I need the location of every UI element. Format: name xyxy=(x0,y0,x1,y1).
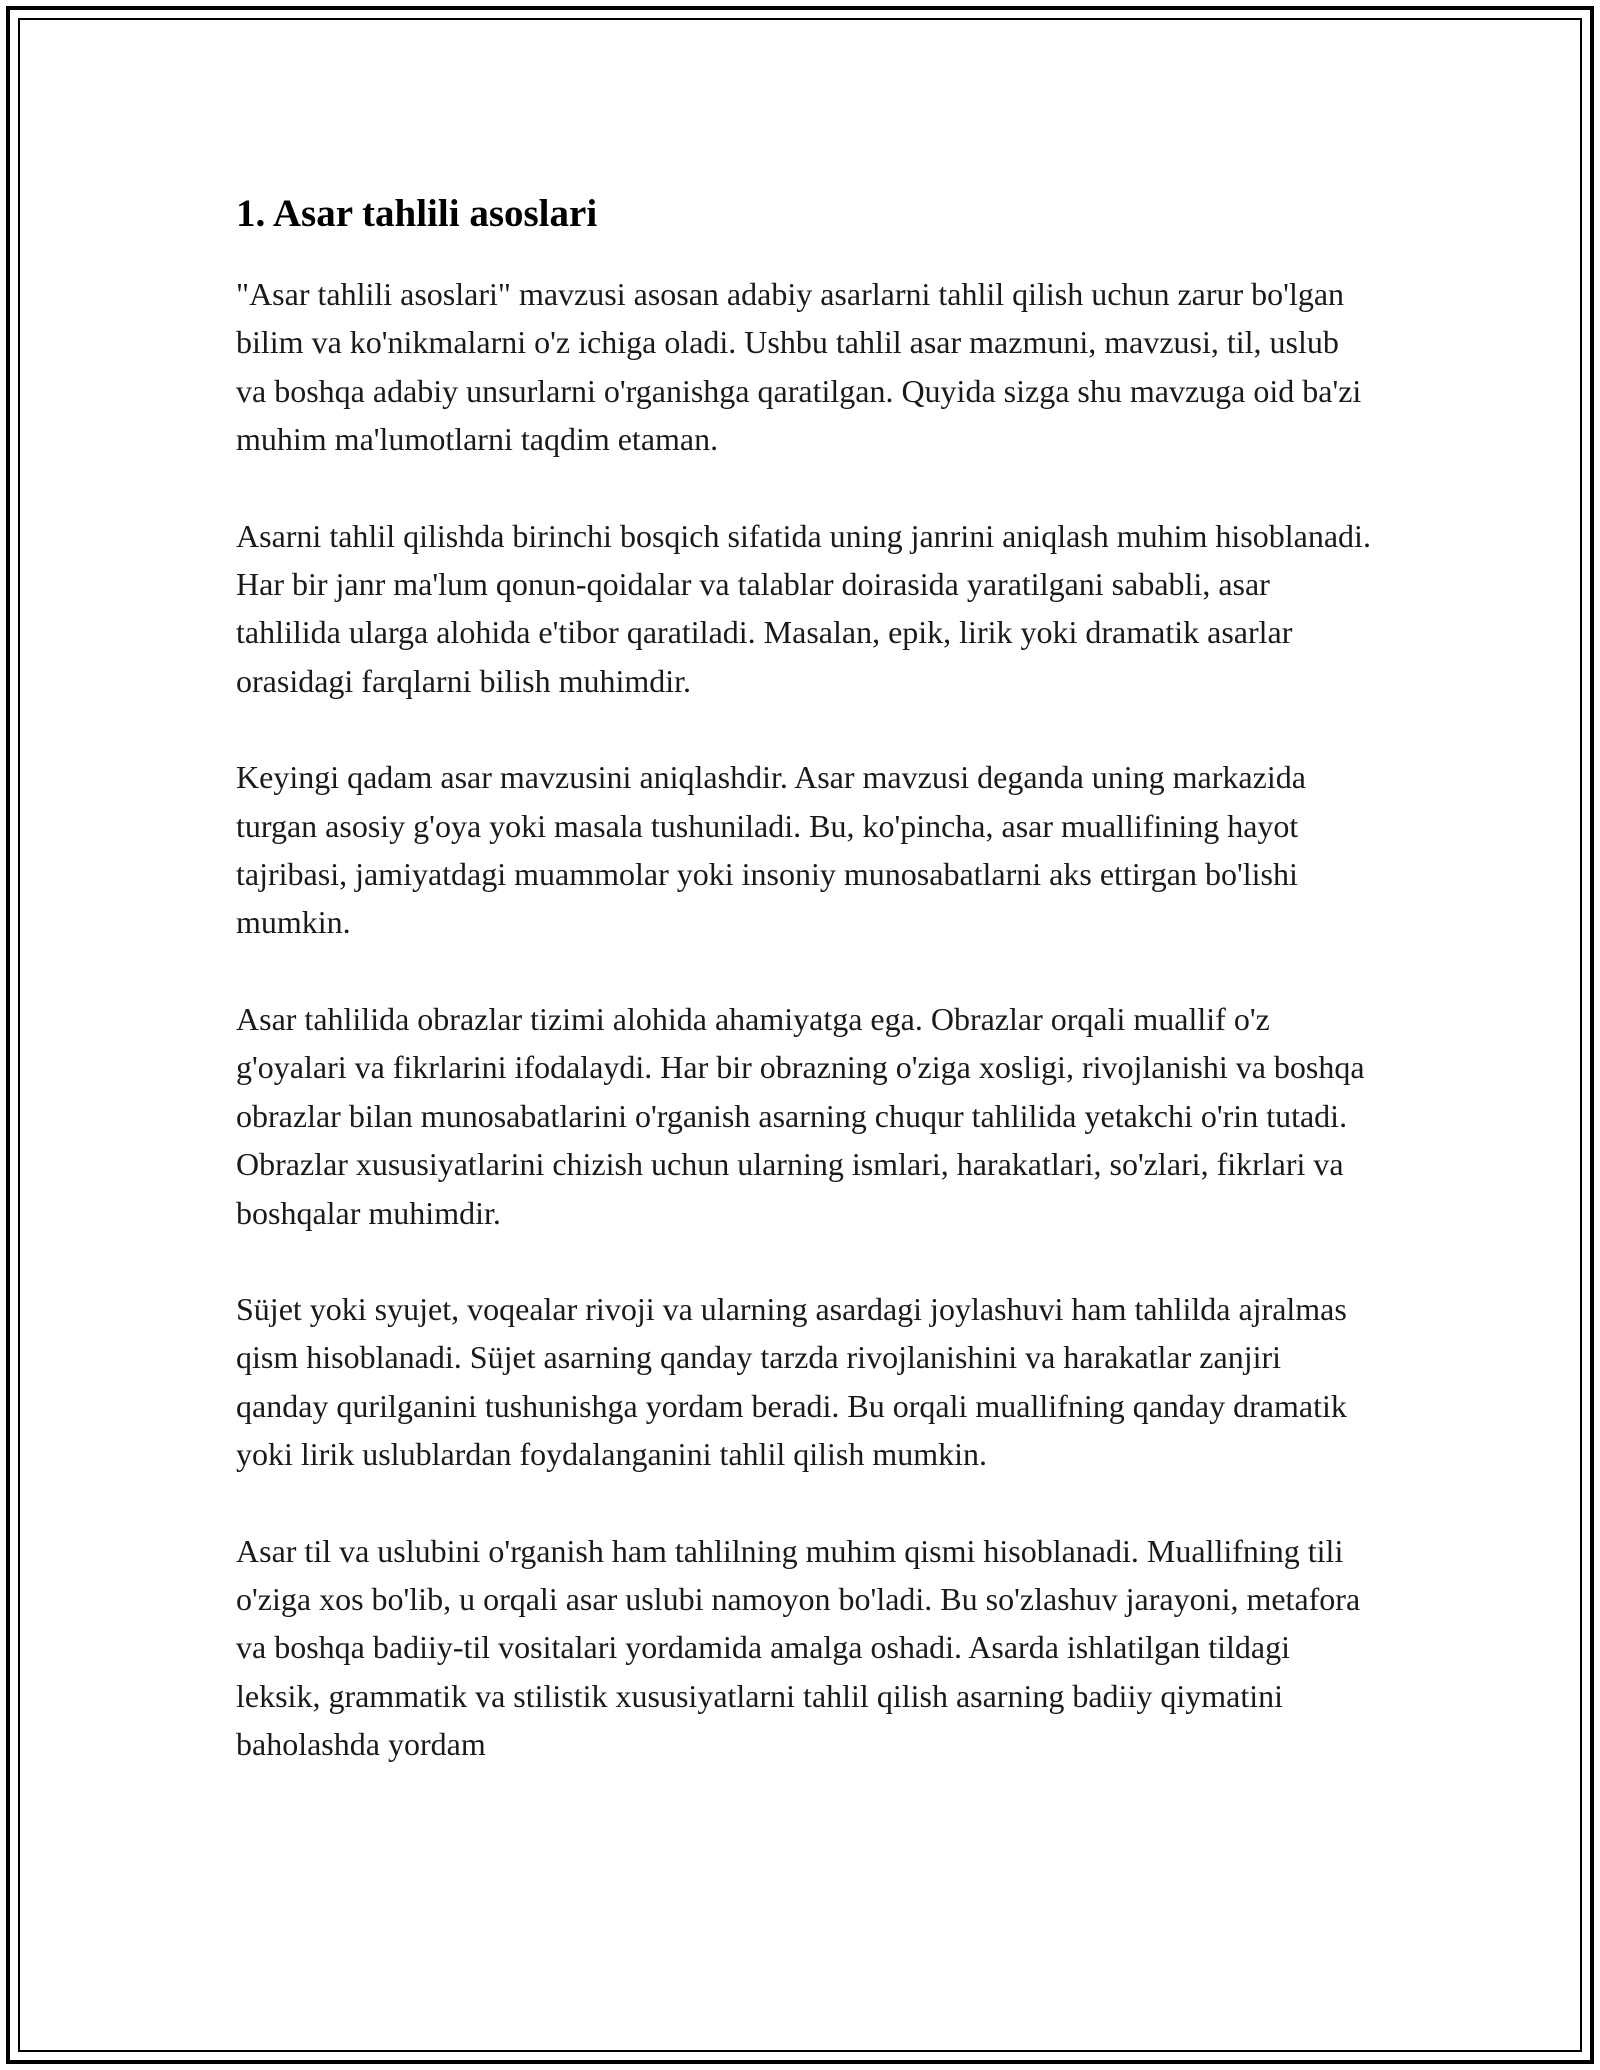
paragraph-intro: "Asar tahlili asoslari" mavzusi asosan adabiy asarlarni tahlil qilish uchun zarur bo'lgan bilim va ko'nikmalarni o'z ichiga oladi. Ushbu tahlil asar mazmuni, mavzusi, til, uslub va boshqa adabiy unsurlarni o'rganishga qaratilgan. Quyida sizga shu mavzuga oid ba'zi muhim ma'lumotlarni taqdim etaman. xyxy=(236,276,1362,458)
section-heading: 1. Asar tahlili asoslari xyxy=(236,192,598,235)
paragraph-characters: Asar tahlilida obrazlar tizimi alohida ahamiyatga ega. Obrazlar orqali muallif o'z g'oyalari va fikrlarini ifodalaydi. Har bir obrazning o'ziga xosligi, rivojlanishi va boshqa obrazlar bilan munosabatlarini o'rganish asarning chuqur tahlilida yetakchi o'rin tutadi. Obrazlar xususiyatlarini chizish uchun ularning ismlari, harakatlari, so'zlari, fikrlari va boshqalar muhimdir. xyxy=(236,1000,1365,1231)
paragraph-genre: Asarni tahlil qilishda birinchi bosqich sifatida uning janrini aniqlash muhim hisoblanadi. Har bir janr ma'lum qonun-qoidalar va talablar doirasida yaratilgani sababli, asar tahlilida ularga alohida e'tibor qaratiladi. Masalan, epik, lirik yoki dramatik asarlar orasidagi farqlarni bilish muhimdir. xyxy=(236,517,1371,699)
paragraph-theme: Keyingi qadam asar mavzusini aniqlashdir. Asar mavzusi deganda uning markazida turgan asosiy g'oya yoki masala tushuniladi. Bu, ko'pincha, asar muallifining hayot tajribasi, jamiyatdagi muammolar yoki insoniy munosabatlarni aks ettirgan bo'lishi mumkin. xyxy=(236,759,1306,941)
paragraph-plot: Süjet yoki syujet, voqealar rivoji va ularning asardagi joylashuvi ham tahlilda ajralmas qism hisoblanadi. Süjet asarning qanday tarzda rivojlanishini va harakatlar zanjiri qanday qurilganini tushunishga yordam beradi. Bu orqali muallifning qanday dramatik yoki lirik uslublardan foydalanganini tahlil qilish mumkin. xyxy=(236,1290,1347,1473)
paragraph-language-style: Asar til va uslubini o'rganish ham tahlilning muhim qismi hisoblanadi. Muallifning tili o'ziga xos bo'lib, u orqali asar uslubi namoyon bo'ladi. Bu so'zlashuv jarayoni, metafora va boshqa badiiy-til vositalari yordamida amalga oshadi. Asarda ishlatilgan tildagi leksik, grammatik va stilistik xususiyatlarni tahlil qilish asarning badiiy qiymatini baholashda yordam xyxy=(236,1532,1361,1763)
document-body xyxy=(236,188,1376,1817)
